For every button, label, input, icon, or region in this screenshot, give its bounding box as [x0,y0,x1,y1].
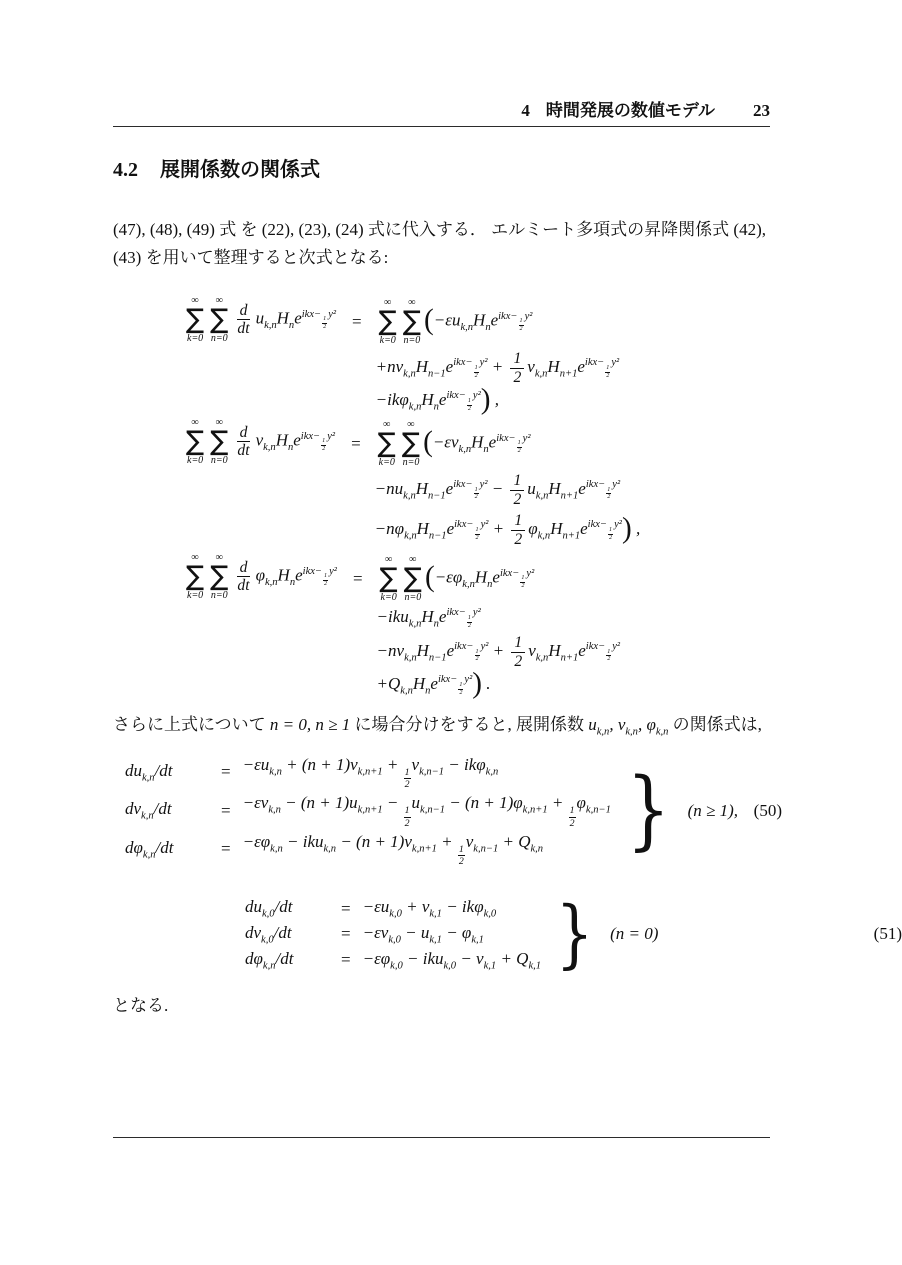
document-page [0,96,902,1265]
equation-u-rhs-line2: $+nv_{k,n}H_{n-1}e^{ikx- \frac{1}{2} y^2}$ + $\frac{1}{2}$ $v_{k,n}H_{n+1}e^{ikx- \frac{1}{2} y^2}$ [375,350,620,386]
section-heading [113,153,770,182]
equation-51-row2 [245,923,541,946]
equation-v-rhs-line3: $-n\varphi_{k,n}H_{n-1}e^{ikx- \frac{1}{2} y^2}$ + $\frac{1}{2}$ $\varphi_{k,n}H_{n+1}e^{ikx- \frac{1}{2} y^2}$) , [374,512,641,548]
row-lhs: $du_{k,n}/dt$ [125,760,173,784]
inline-math: n = 0, n ≥ 1 [269,715,351,734]
equals-sign: = [221,839,231,859]
row-rhs: $-\varepsilon v_{k,0} - u_{k,1} - \varphi_{k,1}$ [362,922,484,946]
page-content [113,153,902,1019]
equation-50-row3 [125,832,611,868]
equation-51-row3 [245,949,541,972]
section-number: 4.2 [113,159,138,181]
equals-sign: = [341,950,351,970]
equation-50-number: (50) [753,800,782,820]
equation-50-rows [125,755,611,868]
equation-phi-lhs: ∞ ∑ k=0 ∞ ∑ n=0 $\frac{d}{dt}$ $\varphi_{k,n}H_ne^{ikx- \frac{1}{2} y^2}$ [186,552,337,602]
equals-sign: = [351,434,361,454]
equals-sign: = [341,924,351,944]
row-lhs: $d\varphi_{k,n}/dt$ [125,837,174,861]
row-rhs: $-\varepsilon\varphi_{k,n} - iku_{k,n} - (n + 1)v_{k,n+1}$ + $\frac{1}{2}$ $v_{k,n-1} + Q_{k,n}$ [242,831,544,867]
paragraph-intro [113,216,770,271]
equation-phi-rhs [377,552,621,699]
paragraph-intro-line2: (43) を用いて整理すると次式となる: [113,247,389,267]
equation-51 [245,890,902,977]
equation-display-area [113,295,770,699]
row-rhs: $-\varepsilon\varphi_{k,0} - iku_{k,0} - v_{k,1} + Q_{k,1}$ [362,948,542,972]
equation-51-row1 [245,897,541,920]
equals-sign: = [352,312,362,332]
equation-51-rows [245,897,541,972]
equation-block-u [113,295,770,415]
row-rhs: $-\varepsilon u_{k,0} + v_{k,1} - ik\varphi_{k,0}$ [362,897,497,920]
page-header [113,96,770,127]
row-lhs: $dv_{k,n}/dt$ [125,799,172,822]
right-brace-icon: } [555,890,594,977]
equation-50 [125,755,782,868]
equals-sign: = [221,762,231,782]
section-title: 展開係数の関係式 [160,159,320,181]
equation-50-condition: (n ≥ 1), [687,800,738,820]
equation-u-rhs-line3: $-ik\varphi_{k,n}H_ne^{ikx- \frac{1}{2} y^2}$) , [375,383,499,416]
row-lhs: $dv_{k,0}/dt$ [245,922,292,946]
equation-phi-rhs-line1: ∞ ∑ k=0 ∞ ∑ n=0 ($-\varepsilon\varphi_{k,n}H_ne^{ikx- \frac{1}{2} y^2}$ [379,554,535,604]
equation-phi-rhs-line2: $-iku_{k,n}H_ne^{ikx- \frac{1}{2} y^2}$ [376,607,481,630]
equation-phi-rhs-line3: $-nv_{k,n}H_{n-1}e^{ikx- \frac{1}{2} y^2}$ + $\frac{1}{2}$ $v_{k,n}H_{n+1}e^{ikx- \frac{1}{2} y^2}$ [376,634,621,670]
row-rhs: $-\varepsilon v_{k,n} - (n + 1)u_{k,n+1}$ − $\frac{1}{2}$ $u_{k,n-1} - (n + 1)\varphi_{k,n+1}$ + $\frac{1}{2}$ $\varphi_{k,n-1}$ [242,793,611,829]
equals-sign: = [221,800,231,820]
equation-u-rhs [376,295,620,415]
right-brace-icon: } [626,760,671,861]
equation-u-rhs-line1: ∞ ∑ k=0 ∞ ∑ n=0 ($-\varepsilon u_{k,n}H_ne^{ikx- \frac{1}{2} y^2}$ [378,297,533,347]
text-run: の関係式は, [668,715,762,734]
equation-51-condition: (n = 0) [610,924,659,944]
paragraph-closing: となる. [113,995,169,1015]
equation-u-lhs: ∞ ∑ k=0 ∞ ∑ n=0 $\frac{d}{dt}$ $u_{k,n}H_ne^{ikx- \frac{1}{2} y^2}$ [186,295,337,345]
text-run: に場合分けをすると, 展開係数 [350,715,589,734]
paragraph-intro-line1: (47), (48), (49) 式 を (22), (23), (24) 式に代入する． エルミート多項式の昇降関係式 (42), [113,220,767,239]
equation-51-number: (51) [873,924,902,944]
paragraph-case-split [113,711,770,739]
row-rhs: $-\varepsilon u_{k,n} + (n + 1)v_{k,n+1}$ + $\frac{1}{2}$ $v_{k,n-1} - ik\varphi_{k,n}$ [242,754,499,790]
header-section-number: 4 [521,101,530,120]
header-page-number: 23 [753,101,770,120]
equation-50-row1 [125,755,611,791]
inline-math: $u_{k,n}$, $v_{k,n}$, $\varphi_{k,n}$ [588,715,669,738]
equals-sign: = [352,569,363,589]
equals-sign: = [341,898,351,918]
footer-rule [113,1137,770,1138]
equation-v-lhs: ∞ ∑ k=0 ∞ ∑ n=0 $\frac{d}{dt}$ $v_{k,n}H_ne^{ikx- \frac{1}{2} y^2}$ [186,417,336,467]
equation-v-rhs-line2: $-nu_{k,n}H_{n-1}e^{ikx- \frac{1}{2} y^2}$ − $\frac{1}{2}$ $u_{k,n}H_{n+1}e^{ikx- \frac{1}{2} y^2}$ [374,472,621,508]
row-lhs: $du_{k,0}/dt$ [245,897,293,920]
equation-50-row2 [125,793,611,829]
row-lhs: $d\varphi_{k,n}/dt$ [245,948,294,972]
equation-phi-rhs-line4: $+Q_{k,n}H_ne^{ikx- \frac{1}{2} y^2}$) . [376,667,491,700]
equation-block-phi [113,552,770,699]
equation-v-rhs-line1: ∞ ∑ k=0 ∞ ∑ n=0 ($-\varepsilon v_{k,n}H_ne^{ikx- \frac{1}{2} y^2}$ [377,419,531,469]
text-run: さらに上式について [113,715,270,734]
equation-block-v [113,417,770,550]
header-chapter-title: 時間発展の数値モデル [545,101,715,120]
equation-v-rhs [375,417,641,550]
